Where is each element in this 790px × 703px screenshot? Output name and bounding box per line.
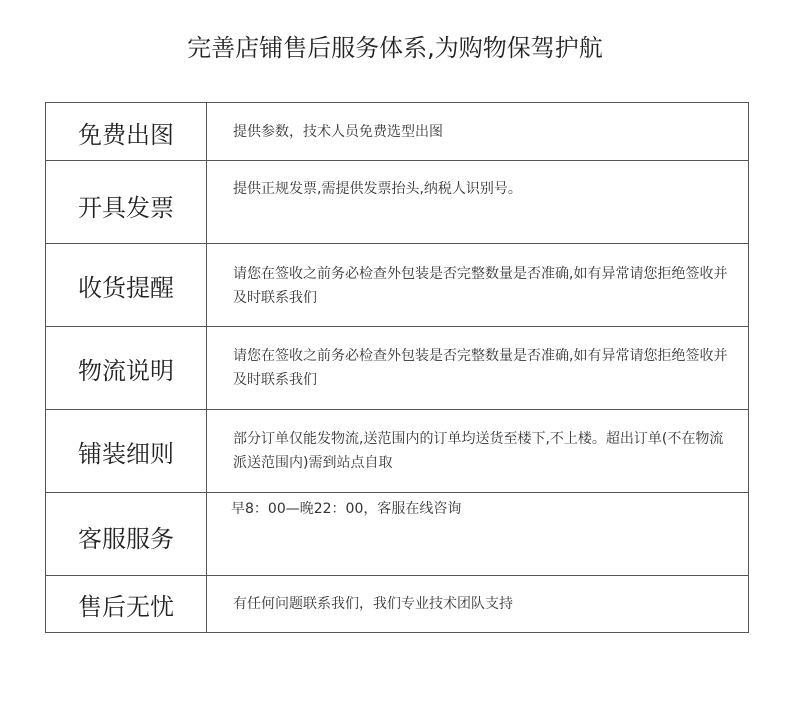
table-row <box>46 410 748 493</box>
table-row <box>46 327 748 410</box>
row-label: 开具发票 <box>46 161 207 243</box>
row-label: 售后无忧 <box>46 576 207 632</box>
row-label: 铺装细则 <box>46 410 207 492</box>
row-text: 提供参数，技术人员免费选型出图 <box>233 123 443 140</box>
table-row <box>46 576 748 633</box>
row-content <box>207 410 748 492</box>
row-text: 有任何问题联系我们，我们专业技术团队支持 <box>233 596 513 612</box>
service-table <box>45 102 749 633</box>
row-content <box>207 244 748 326</box>
row-text: 请您在签收之前务必检查外包装是否完整数量是否准确,如有异常请您拒绝签收并及时联系我们 <box>233 266 728 306</box>
row-content <box>207 576 748 632</box>
row-content <box>207 161 748 243</box>
row-label: 免费出图 <box>46 103 207 160</box>
row-content <box>207 493 748 575</box>
row-text: 请您在签收之前务必检查外包装是否完整数量是否准确,如有异常请您拒绝签收并及时联系我们 <box>233 348 728 388</box>
row-text: 提供正规发票,需提供发票抬头,纳税人识别号。 <box>233 181 522 197</box>
row-label: 收货提醒 <box>46 244 207 326</box>
table-row <box>46 161 748 244</box>
row-text: 早8：00—晚22：00，客服在线咨询 <box>231 501 462 517</box>
row-content <box>207 103 748 160</box>
row-label: 客服服务 <box>46 493 207 575</box>
table-row <box>46 244 748 327</box>
row-label: 物流说明 <box>46 327 207 409</box>
row-content <box>207 327 748 409</box>
table-row <box>46 103 748 161</box>
page-title: 完善店铺售后服务体系,为购物保驾护航 <box>187 34 603 62</box>
table-row <box>46 493 748 576</box>
row-text: 部分订单仅能发物流,送范围内的订单均送货至楼下,不上楼。超出订单(不在物流派送范围内)需到站点自取 <box>233 431 724 471</box>
